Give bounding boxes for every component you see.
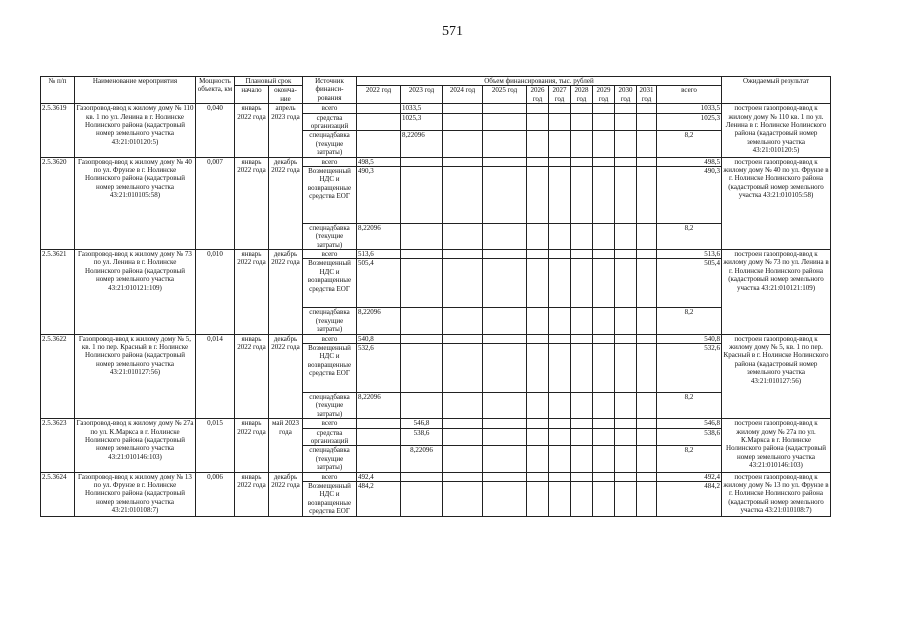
value-2023: 538,6 <box>401 428 443 446</box>
object-capacity: 0,010 <box>196 250 235 335</box>
value-total: 513,6 <box>657 250 722 259</box>
value-2022 <box>357 428 401 446</box>
object-name: Газопровод-ввод к жилому дому № 13 по ул. Фрунзе в г. Нолинске Нолинского района (кадастровый номер земельного участка 43:21:010108:7) <box>75 472 196 516</box>
value-2022: 8,22096 <box>357 393 401 419</box>
table-row <box>41 250 831 259</box>
value-2022 <box>357 419 401 428</box>
table-row <box>41 419 831 428</box>
table-row <box>41 334 831 343</box>
source-cell: средства организаций <box>303 113 357 131</box>
value-2023 <box>401 393 443 419</box>
value-2022 <box>357 113 401 131</box>
header-capacity: Мощность объекта, км <box>196 77 235 104</box>
table-row <box>41 104 831 113</box>
value-total: 498,5 <box>657 157 722 166</box>
value-2023: 1033,5 <box>401 104 443 113</box>
object-end: апрель 2023 года <box>269 104 303 157</box>
value-total: 484,2 <box>657 481 722 516</box>
value-2022 <box>357 131 401 157</box>
source-cell: Возмещенный НДС и возвращенные средства ЕОГ <box>303 259 357 308</box>
object-capacity: 0,007 <box>196 157 235 250</box>
value-2022: 540,8 <box>357 334 401 343</box>
source-cell: всего <box>303 472 357 481</box>
object-num: 2.5.3624 <box>41 472 75 516</box>
object-start: январь 2022 года <box>235 472 269 516</box>
value-total: 532,6 <box>657 344 722 393</box>
header-source: Источник финанси-рования <box>303 77 357 104</box>
object-name: Газопровод-ввод к жилому дому № 40 по ул. Фрунзе в г. Нолинске Нолинского района (кадастровый номер земельного участка 43:21:010105:58) <box>75 157 196 250</box>
source-cell: Возмещенный НДС и возвращенные средства ЕОГ <box>303 344 357 393</box>
value-2023 <box>401 472 443 481</box>
object-result: построен газопровод-ввод к жилому дому № 73 по ул. Ленина в г. Нолинске Нолинского района (кадастровый номер земельного участка 43:21:010121:109) <box>722 250 831 335</box>
object-end: май 2023 года <box>269 419 303 472</box>
header-year-2025: 2025 год <box>483 86 527 104</box>
object-start: январь 2022 года <box>235 419 269 472</box>
header-year-2027: 2027 год <box>549 86 571 104</box>
source-cell: спецнадбавка (текущие затраты) <box>303 308 357 334</box>
table-row <box>41 472 831 481</box>
object-num: 2.5.3619 <box>41 104 75 157</box>
object-result: построен газопровод-ввод к жилому дому № 5, кв. 1 по пер. Красный в г. Нолинске Нолинского района (кадастровый номер земельного участка 43:21:010127:56) <box>722 334 831 419</box>
financing-table <box>40 76 831 517</box>
header-num: № п/п <box>41 77 75 104</box>
header-volume: Объем финансирования, тыс. рублей <box>357 77 722 86</box>
value-2023 <box>401 259 443 308</box>
value-2022 <box>357 446 401 472</box>
header-year-2030: 2030 год <box>615 86 637 104</box>
source-cell: всего <box>303 157 357 166</box>
header-row-1 <box>41 77 831 86</box>
value-total: 1025,3 <box>657 113 722 131</box>
object-capacity: 0,014 <box>196 334 235 419</box>
object-end: декабрь 2022 года <box>269 472 303 516</box>
source-cell: Возмещенный НДС и возвращенные средства ЕОГ <box>303 481 357 516</box>
value-2023: 546,8 <box>401 419 443 428</box>
page-number: 571 <box>442 24 463 39</box>
header-year-2024: 2024 год <box>443 86 483 104</box>
value-total: 8,2 <box>657 446 722 472</box>
object-num: 2.5.3623 <box>41 419 75 472</box>
source-cell: всего <box>303 334 357 343</box>
value-2022: 492,4 <box>357 472 401 481</box>
value-2023 <box>401 250 443 259</box>
object-end: декабрь 2022 года <box>269 334 303 419</box>
object-capacity: 0,006 <box>196 472 235 516</box>
value-2022 <box>357 104 401 113</box>
value-2023 <box>401 481 443 516</box>
source-cell: всего <box>303 419 357 428</box>
header-result: Ожидаемый результат <box>722 77 831 104</box>
object-name: Газопровод-ввод к жилому дому № 73 по ул. Ленина в г. Нолинске Нолинского района (кадастровый номер земельного участка 43:21:010121:109) <box>75 250 196 335</box>
value-total: 546,8 <box>657 419 722 428</box>
value-2022: 513,6 <box>357 250 401 259</box>
object-start: январь 2022 года <box>235 250 269 335</box>
source-cell: спецнадбавка (текущие затраты) <box>303 131 357 157</box>
object-num: 2.5.3620 <box>41 157 75 250</box>
header-year-2031: 2031 год <box>637 86 657 104</box>
object-start: январь 2022 года <box>235 157 269 250</box>
object-num: 2.5.3621 <box>41 250 75 335</box>
value-2023 <box>401 308 443 334</box>
value-total: 492,4 <box>657 472 722 481</box>
value-total: 8,2 <box>657 131 722 157</box>
value-2022: 498,5 <box>357 157 401 166</box>
value-2023 <box>401 334 443 343</box>
object-start: январь 2022 года <box>235 334 269 419</box>
value-2022: 532,6 <box>357 344 401 393</box>
header-year-2023: 2023 год <box>401 86 443 104</box>
object-end: декабрь 2022 года <box>269 157 303 250</box>
source-cell: всего <box>303 250 357 259</box>
value-2023: 1025,3 <box>401 113 443 131</box>
value-total: 8,2 <box>657 308 722 334</box>
value-2022: 490,3 <box>357 166 401 223</box>
header-end: оконча-ние <box>269 86 303 104</box>
value-total: 490,3 <box>657 166 722 223</box>
header-total: всего <box>657 86 722 104</box>
value-total: 540,8 <box>657 334 722 343</box>
value-2023 <box>401 166 443 223</box>
value-2023: 8,22096 <box>401 446 443 472</box>
header-year-2029: 2029 год <box>593 86 615 104</box>
header-start: начало <box>235 86 269 104</box>
value-2022: 8,22096 <box>357 308 401 334</box>
source-cell: Возмещенный НДС и возвращенные средства ЕОГ <box>303 166 357 223</box>
source-cell: спецнадбавка (текущие затраты) <box>303 223 357 249</box>
object-start: январь 2022 года <box>235 104 269 157</box>
value-2022: 484,2 <box>357 481 401 516</box>
value-2022: 8,22096 <box>357 223 401 249</box>
source-cell: средства организаций <box>303 428 357 446</box>
object-end: декабрь 2022 года <box>269 250 303 335</box>
object-num: 2.5.3622 <box>41 334 75 419</box>
header-plan-period: Плановый срок <box>235 77 303 86</box>
header-year-2028: 2028 год <box>571 86 593 104</box>
table-row <box>41 157 831 166</box>
value-2023 <box>401 157 443 166</box>
source-cell: спецнадбавка (текущие затраты) <box>303 393 357 419</box>
object-name: Газопровод-ввод к жилому дому № 5, кв. 1 по пер. Красный в г. Нолинске Нолинского района (кадастровый номер земельного участка 43:21:010127:56) <box>75 334 196 419</box>
object-name: Газопровод-ввод к жилому дому № 27а по ул. К.Маркса в г. Нолинске Нолинского района (кадастровый номер земельного участка 43:21:010146:103) <box>75 419 196 472</box>
object-name: Газопровод-ввод к жилому дому № 110 кв. 1 по ул. Ленина в г. Нолинске Нолинского района (кадастровый номер земельного участка 43:21:010120:5) <box>75 104 196 157</box>
object-capacity: 0,015 <box>196 419 235 472</box>
value-2023 <box>401 344 443 393</box>
object-result: построен газопровод-ввод к жилому дому № 110 кв. 1 по ул. Ленина в г. Нолинске Нолинского района (кадастровый номер земельного участка 43:21:010120:5) <box>722 104 831 157</box>
value-2023: 8,22096 <box>401 131 443 157</box>
header-year-2026: 2026 год <box>527 86 549 104</box>
value-total: 505,4 <box>657 259 722 308</box>
value-total: 8,2 <box>657 223 722 249</box>
object-result: построен газопровод-ввод к жилому дому № 13 по ул. Фрунзе в г. Нолинске Нолинского района (кадастровый номер земельного участка 43:21:010108:7) <box>723 472 829 515</box>
value-total: 8,2 <box>657 393 722 419</box>
value-2022: 505,4 <box>357 259 401 308</box>
source-cell: спецнадбавка (текущие затраты) <box>303 446 357 472</box>
value-total: 538,6 <box>657 428 722 446</box>
header-name: Наименование мероприятия <box>75 77 196 104</box>
header-year-2022: 2022 год <box>357 86 401 104</box>
source-cell: всего <box>303 104 357 113</box>
object-result: построен газопровод-ввод к жилому дому № 40 по ул. Фрунзе в г. Нолинске Нолинского района (кадастровый номер земельного участка 43:21:010105:58) <box>722 157 831 250</box>
object-result: построен газопровод-ввод к жилому дому № 27а по ул. К.Маркса в г. Нолинске Нолинского района (кадастровый номер земельного участка 43:21:010146:103) <box>722 419 831 472</box>
value-2023 <box>401 223 443 249</box>
value-total: 1033,5 <box>657 104 722 113</box>
object-capacity: 0,040 <box>196 104 235 157</box>
